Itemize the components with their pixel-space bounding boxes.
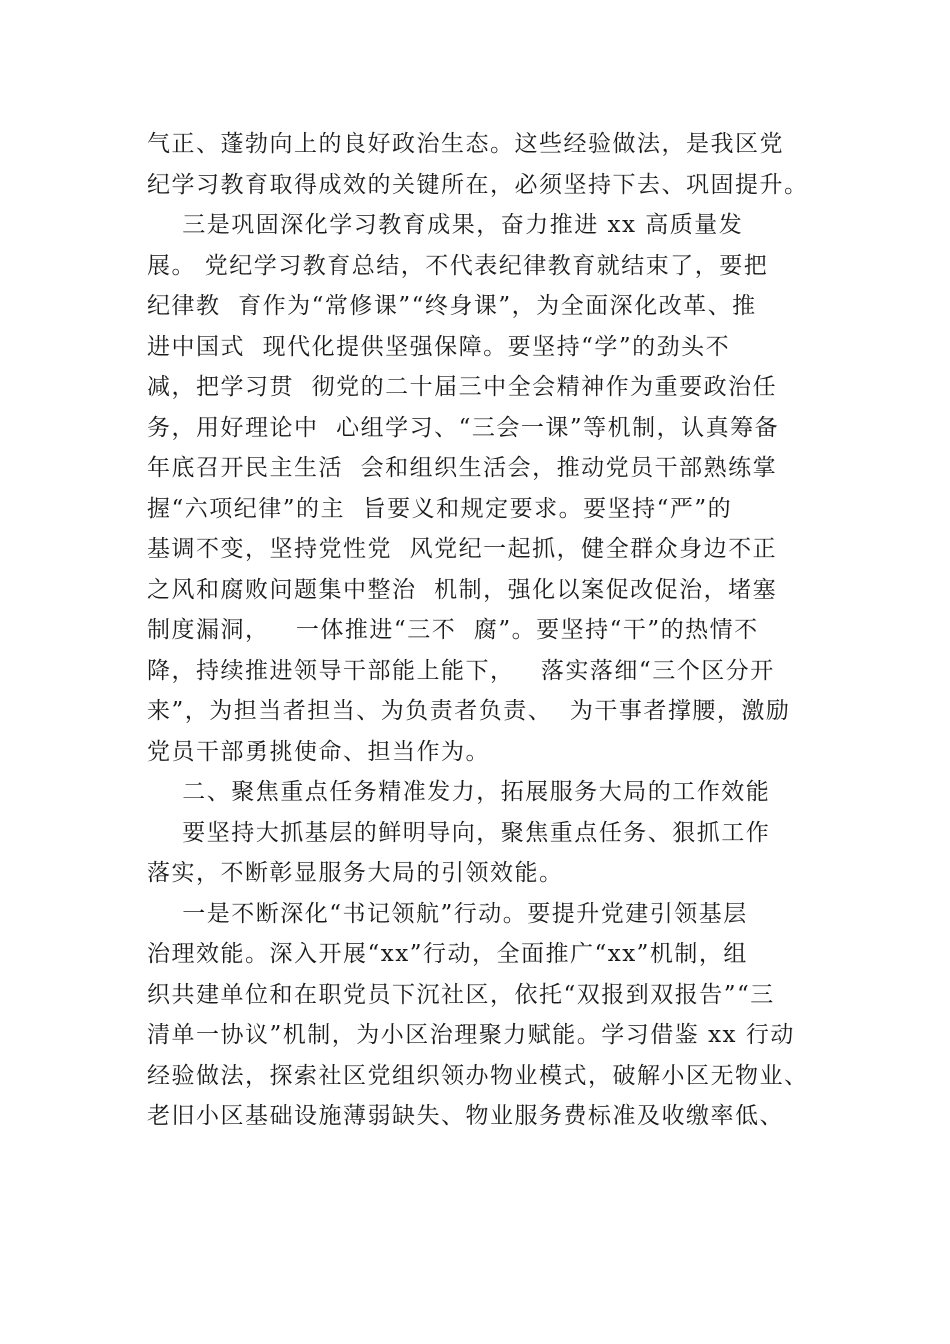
text-line: 来”，为担当者担当、为负责者负责、 为干事者撑腰，激励 xyxy=(147,698,791,724)
text-line: 纪律教 育作为“常修课”“终身课”，为全面深化改革、推 xyxy=(147,293,757,319)
text-line: 织共建单位和在职党员下沉社区，依托“双报到双报告”“三 xyxy=(147,981,775,1008)
text-line: 基调不变，坚持党性党 风党纪一起抓，健全群众身边不正 xyxy=(147,536,778,562)
text-line: 气正、蓬勃向上的良好政治生态。这些经验做法，是我区党 xyxy=(147,131,784,157)
text-line: 减，把学习贯 彻党的二十届三中全会精神作为重要政治任 xyxy=(147,374,778,400)
text-line: 纪学习教育取得成效的关键所在，必须坚持下去、巩固提升。 xyxy=(147,171,809,198)
text-line: 一是不断深化“书记领航”行动。要提升党建引领基层 xyxy=(147,900,748,927)
text-line: 务，用好理论中 心组学习、“三会一课”等机制，认真筹备 xyxy=(147,414,780,441)
text-line: 进中国式 现代化提供坚强保障。要坚持“学”的劲头不 xyxy=(147,333,731,360)
text-line: 老旧小区基础设施薄弱缺失、物业服务费标准及收缴率低、 xyxy=(147,1103,784,1129)
text-line: 降，持续推进领导干部能上能下， 落实落细“三个区分开 xyxy=(147,657,775,684)
text-line: 握“六项纪律”的主 旨要义和规定要求。要坚持“严”的 xyxy=(147,495,733,522)
text-line: 清单一协议”机制，为小区治理聚力赋能。学习借鉴 xx 行动 xyxy=(147,1022,795,1048)
text-line: 党员干部勇挑使命、担当作为。 xyxy=(147,738,490,765)
text-line: 年底召开民主生活 会和组织生活会，推动党员干部熟练掌 xyxy=(147,455,778,481)
text-line: 制度漏洞， 一体推进“三不 腐”。要坚持“干”的热情不 xyxy=(147,617,759,643)
text-line: 展。 党纪学习教育总结，不代表纪律教育就结束了，要把 xyxy=(147,252,769,279)
text-line: 之风和腐败问题集中整治 机制，强化以案促改促治，堵塞 xyxy=(147,576,778,603)
text-line: 落实，不断彰显服务大局的引领效能。 xyxy=(147,860,564,886)
text-line: 要坚持大抓基层的鲜明导向，聚焦重点任务、狠抓工作 xyxy=(147,819,771,846)
document-body xyxy=(147,124,827,1137)
text-line: 三是巩固深化学习教育成果，奋力推进 xx 高质量发 xyxy=(147,212,744,238)
text-line: 治理效能。深入开展“xx”行动，全面推广“xx”机制，组 xyxy=(147,941,748,967)
section-heading: 二、聚焦重点任务精准发力，拓展服务大局的工作效能 xyxy=(147,779,771,805)
text-line: 经验做法，探索社区党组织领办物业模式，破解小区无物业、 xyxy=(147,1062,809,1089)
